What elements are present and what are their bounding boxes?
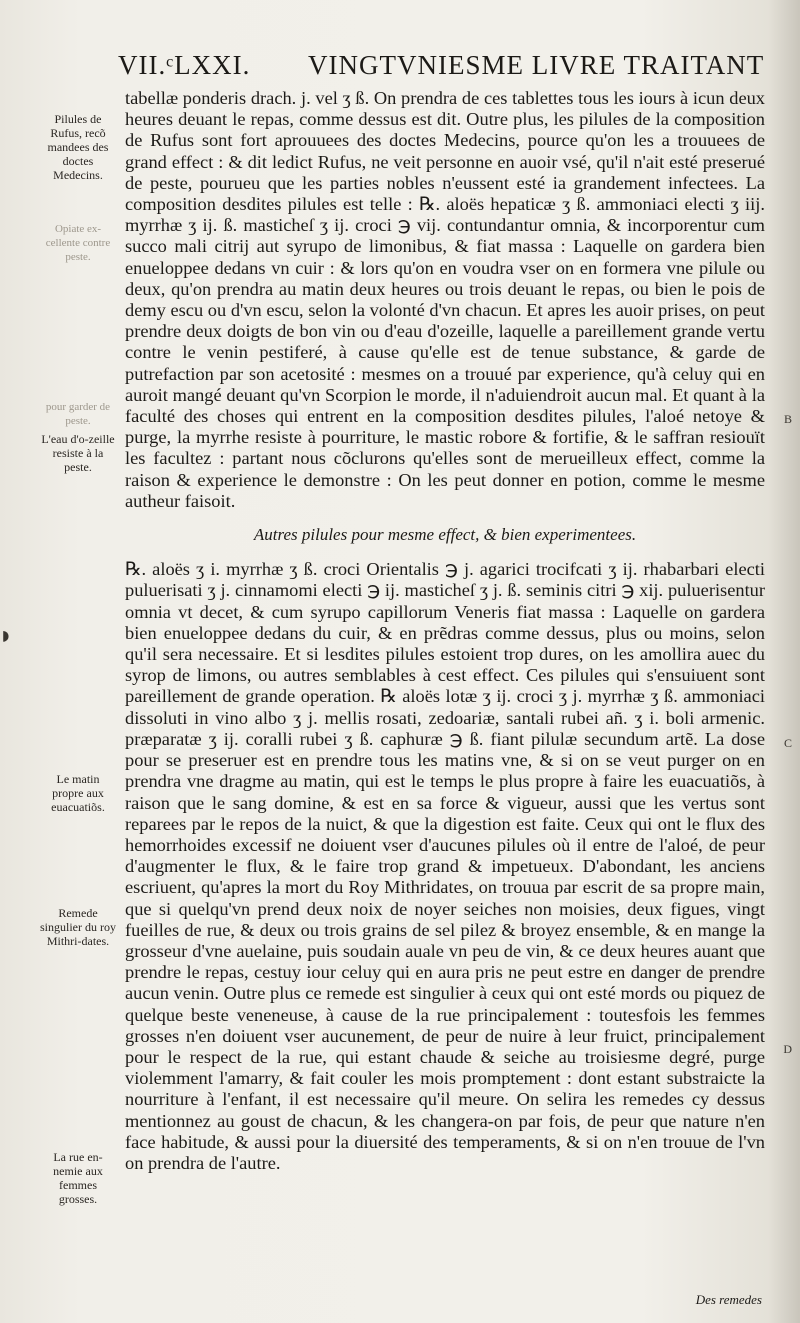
margin-note: Pilules de Rufus, recõ mandees des doctes Medecins. (47, 112, 109, 182)
section-subheading: Autres pilules pour mesme effect, & bien experimentees. (253, 525, 637, 545)
folio-number: VII.ᶜLXXI. (118, 50, 251, 80)
page-header (118, 50, 765, 90)
section-marker: C (783, 736, 792, 750)
margin-note: Remede singulier du roy Mithri-dates. (40, 906, 116, 948)
margin-note: Le matin propre aux euacuatiõs. (51, 772, 105, 814)
margin-note: La rue en-nemie aux femmes grosses. (53, 1150, 103, 1206)
edge-ornament-icon: ◗ (2, 628, 10, 644)
paragraph: tabellæ ponderis drach. j. vel ʒ ß. On prendra de ces tablettes tous les iours à icun deux heures deuant le repas, comme dessus est dit. Outre plus, les pilules de la composition de Rufus sont fort aprouuees des doctes Medecins, pource qu'on les a trouuees de grand effect : & dit ledict Rufus, ne veit personne en auoir vsé, qu'il n'ait esté preserué de peste, pourueu que les parties nobles n'eussent esté ia grandement infectees. La composition desdites pilules est telle : ℞. aloës hepaticæ ʒ ß. ammoniaci electi ʒ iij. myrrhæ ʒ ij. ß. masticheſ ʒ ij. croci ℈ vij. contundantur omnia, & incorporentur cum succo mali citrij aut syrupo de limonibus, & fiat massa : Laquelle on gardera bien enueloppee dedans vn cuir : & lors qu'on en voudra vser on en formera vne pilule ou deux, qu'on prendra au matin deux heures ou trois deuant le repas, ou bien le pois de demy escu ou d'vn escu, selon la volonté d'vn chacun. Et apres les auoir prises, on peut prendre deux doigts de bon vin ou d'eau d'ozeille, laquelle a pareillement grande vertu contre le venin pestiferé, à cause qu'elle est de tenue substance, & garde de putrefaction par son acetosité : mesmes on a trouué par experience, qu'à celuy qui en auroit mangé deuant qu'vn Scorpion le morde, il n'aduiendroit aucun mal. Et quant à la faculté des choses qui entrent en la composition desdites pilules, l'aloé netoye & purge, la myrrhe resiste à pourriture, le mastic robore & fortifie, & le saffran resiouït les facultez : partant nous cõclurons qu'elles sont de merueilleux effect, comme la raison & experience le demonstre : On les peut donner en potion, comme le mesme autheur faisoit. (125, 88, 765, 511)
margin-notes (0, 0, 118, 1323)
running-title: VINGTVNIESME LIVRE TRAITANT (308, 50, 765, 80)
margin-note: pour garder de peste. (45, 401, 111, 427)
catchword: Des remedes (695, 1292, 762, 1307)
section-marker: D (783, 1042, 792, 1056)
section-marker: B (783, 412, 792, 426)
margin-note: L'eau d'o-zeille resiste à la peste. (41, 432, 115, 474)
paragraph: ℞. aloës ʒ i. myrrhæ ʒ ß. croci Orientalis ℈ j. agarici trocifcati ʒ ij. rhabarbari electi puluerisati ʒ j. cinnamomi electi ℈ ij. masticheſ ʒ j. ß. seminis citri ℈ xij. puluerisentur omnia vt decet, & cum syrupo capillorum Veneris fiat massa : Laquelle on gardera bien enueloppee dedans du cuir, & en prẽdras comme dessus, plus ou moins, selon qu'il sera necessaire. Et si lesdites pilules estoient trop dures, on les amollira auec du syrop de limons, ou autres semblables à cest effect. Ces pilules qui s'ensuiuent sont pareillement de grande operation. ℞ aloës lotæ ʒ ij. croci ʒ j. myrrhæ ʒ ß. ammoniaci dissoluti in vino albo ʒ j. mellis rosati, zedoariæ, santali rubei añ. ʒ i. boli armenic. præparatæ ʒ ij. coralli rubei ʒ ß. caphuræ ℈ ß. fiant pilulæ secundum artẽ. La dose pour se preseruer est en prendre tous les matins vne, & si on se veut purger on en prendra vne dragme au matin, qui est le temps le plus propre à faire les euacuatiõs, à raison que le sang domine, & est en sa force & vigueur, aussi que les vertus sont reparees par le repos de la nuict, & que la digestion est faite. Ceux qui ont le flux des hemorrhoides excessif ne doiuent vser d'aucunes pilules où il entre de l'aloé, de peur d'augmenter le flux, & le faire trop grand & impetueux. D'abondant, les anciens escriuent, qu'apres la mort du Roy Mithridates, on trouua par escrit de sa propre main, que si quelqu'vn prend deux noix de noyer seiches non moisies, deux figues, vingt fueilles de rue, & deux ou trois grains de sel pilez & broyez ensemble, & en mange la grosseur d'vne auelaine, puis soudain auale vn peu de vin, & ce deux heures auant que prendre le repas, cestuy iour celuy qui en aura pris ne peut estre en danger de prendre aucun venin. Outre plus ce remede est singulier à ceux qui ont esté mords ou piquez de quelque beste veneneuse, à cause de la rue principalement : toutesfois les femmes grosses n'en doiuent vser aucunement, de peur de nuire à leur fruict, principalement pour le respect de la rue, qui estant chaude & seiche au troisiesme degré, purge violemment l'amarry, & fait couler les mois promptement : dont estant substraicte la nourriture à l'enfant, il est necessaire qu'il meure. On selira les remedes cy dessus mentionnez au goust de chacun, & les changera-on par fois, de peur que nature n'en face habitude, & aussi pour la diuersité des temperaments, & si on n'en trouue de l'vn on prendra de l'autre. (125, 559, 765, 1173)
margin-note: Opiate ex-cellente contre peste. (45, 223, 111, 263)
main-text (125, 88, 765, 1174)
